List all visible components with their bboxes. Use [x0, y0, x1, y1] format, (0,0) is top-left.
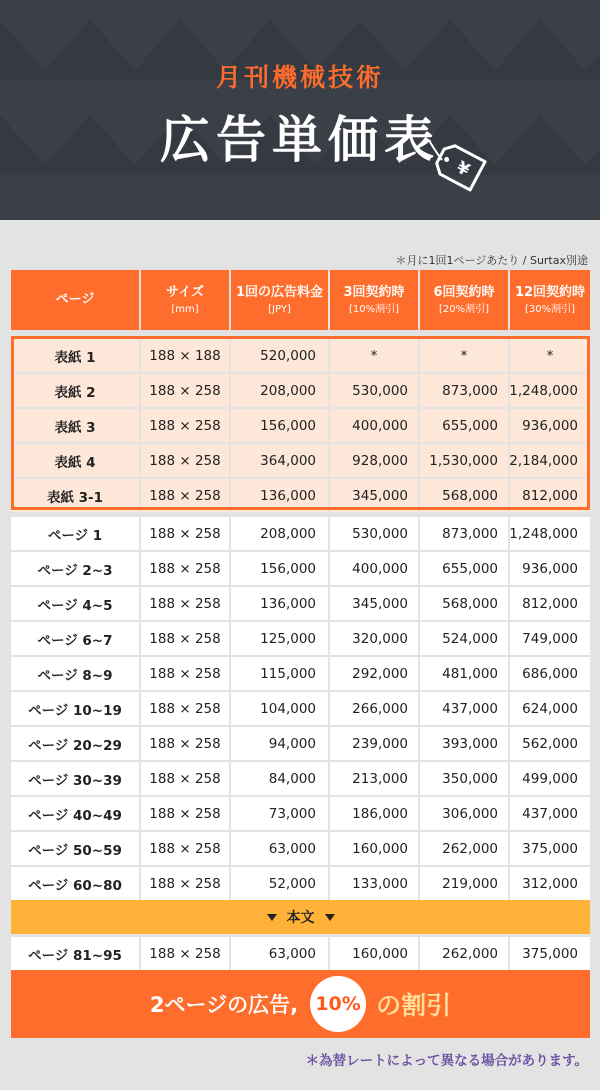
- price-6x-cell: 306,000: [420, 797, 508, 830]
- price-12x-cell: 499,000: [510, 762, 590, 795]
- price-12x-cell: 375,000: [510, 937, 590, 970]
- price-6x-cell: 219,000: [420, 867, 508, 900]
- size-cell: 188 × 258: [141, 374, 229, 407]
- single-price-cell: 208,000: [231, 374, 328, 407]
- price-3x-cell: 345,000: [330, 587, 418, 620]
- price-3x-cell: 530,000: [330, 517, 418, 550]
- page-cell: ページ 60~80: [11, 867, 139, 900]
- table-row: [11, 552, 590, 585]
- page-cell: ページ 20~29: [11, 727, 139, 760]
- col-header-single-price: 1回の広告料金 [JPY]: [231, 270, 328, 330]
- size-cell: 188 × 258: [141, 692, 229, 725]
- table-row: [11, 692, 590, 725]
- price-3x-cell: 320,000: [330, 622, 418, 655]
- triangle-down-icon: [325, 914, 335, 921]
- price-3x-cell: 530,000: [330, 374, 418, 407]
- magazine-name: 月刊機械技術: [215, 63, 384, 92]
- page-cell: ページ 81~95: [11, 937, 139, 970]
- page-cell: 表紙 3: [11, 409, 139, 442]
- page-cell: 表紙 4: [11, 444, 139, 477]
- size-cell: 188 × 258: [141, 867, 229, 900]
- price-12x-cell: 1,248,000: [510, 517, 590, 550]
- price-6x-cell: 655,000: [420, 409, 508, 442]
- size-cell: 188 × 258: [141, 409, 229, 442]
- price-12x-cell: 936,000: [510, 409, 590, 442]
- size-cell: 188 × 258: [141, 444, 229, 477]
- honbun-label: 本文: [286, 910, 315, 926]
- price-6x-cell: 568,000: [420, 587, 508, 620]
- yen-price-tag-icon: [428, 138, 490, 194]
- page-cell: 表紙 3-1: [11, 479, 139, 512]
- price-6x-cell: 655,000: [420, 552, 508, 585]
- page-cell: ページ 8~9: [11, 657, 139, 690]
- size-cell: 188 × 258: [141, 727, 229, 760]
- price-6x-cell: 437,000: [420, 692, 508, 725]
- price-12x-cell: *: [510, 339, 590, 372]
- page-cell: ページ 6~7: [11, 622, 139, 655]
- single-price-cell: 136,000: [231, 479, 328, 512]
- single-price-cell: 156,000: [231, 409, 328, 442]
- cover-row: [11, 374, 590, 407]
- cover-row: [11, 339, 590, 372]
- price-3x-cell: 160,000: [330, 832, 418, 865]
- size-cell: 188 × 258: [141, 517, 229, 550]
- size-cell: 188 × 258: [141, 622, 229, 655]
- table-row: [11, 797, 590, 830]
- single-price-cell: 125,000: [231, 622, 328, 655]
- table-row: [11, 622, 590, 655]
- single-price-cell: 63,000: [231, 832, 328, 865]
- header: [0, 0, 600, 220]
- size-cell: 188 × 258: [141, 797, 229, 830]
- price-6x-cell: 262,000: [420, 937, 508, 970]
- single-price-cell: 208,000: [231, 517, 328, 550]
- price-6x-cell: 873,000: [420, 517, 508, 550]
- page-cell: ページ 50~59: [11, 832, 139, 865]
- banner-text-2: の割引: [376, 991, 452, 1020]
- single-price-cell: 115,000: [231, 657, 328, 690]
- discount-badge: 10%: [310, 976, 366, 1032]
- single-price-cell: 52,000: [231, 867, 328, 900]
- page-cell: ページ 1: [11, 517, 139, 550]
- page-cell: 表紙 1: [11, 339, 139, 372]
- price-3x-cell: 213,000: [330, 762, 418, 795]
- pricing-note: ＊月に1回1ページあたり / Surtax別途: [395, 254, 588, 267]
- price-3x-cell: 160,000: [330, 937, 418, 970]
- size-cell: 188 × 258: [141, 479, 229, 512]
- single-price-cell: 84,000: [231, 762, 328, 795]
- cover-row: [11, 479, 590, 512]
- col-header-size: サイズ [mm]: [141, 270, 229, 330]
- price-12x-cell: 624,000: [510, 692, 590, 725]
- size-cell: 188 × 258: [141, 762, 229, 795]
- price-12x-cell: 562,000: [510, 727, 590, 760]
- single-price-cell: 73,000: [231, 797, 328, 830]
- svg-text:¥: ¥: [453, 157, 473, 181]
- page-cell: ページ 30~39: [11, 762, 139, 795]
- single-price-cell: 156,000: [231, 552, 328, 585]
- price-3x-cell: 292,000: [330, 657, 418, 690]
- page-cell: ページ 2~3: [11, 552, 139, 585]
- table-row: [11, 517, 590, 550]
- price-6x-cell: 873,000: [420, 374, 508, 407]
- price-3x-cell: *: [330, 339, 418, 372]
- col-header-3-times: 3回契約時 [10%割引]: [330, 270, 418, 330]
- col-header-12-times: 12回契約時 [30%割引]: [510, 270, 590, 330]
- price-12x-cell: 1,248,000: [510, 374, 590, 407]
- page-cell: ページ 40~49: [11, 797, 139, 830]
- price-12x-cell: 437,000: [510, 797, 590, 830]
- price-12x-cell: 812,000: [510, 587, 590, 620]
- single-price-cell: 136,000: [231, 587, 328, 620]
- table-row: [11, 832, 590, 865]
- triangle-down-icon: [267, 914, 277, 921]
- size-cell: 188 × 258: [141, 587, 229, 620]
- size-cell: 188 × 258: [141, 832, 229, 865]
- price-3x-cell: 345,000: [330, 479, 418, 512]
- cover-row: [11, 444, 590, 477]
- banner-text: 2ページの広告,: [149, 993, 299, 1017]
- discount-banner: [11, 970, 590, 1038]
- col-header-6-times: 6回契約時 [20%割引]: [420, 270, 508, 330]
- price-12x-cell: 936,000: [510, 552, 590, 585]
- price-6x-cell: 1,530,000: [420, 444, 508, 477]
- price-12x-cell: 686,000: [510, 657, 590, 690]
- page-cell: ページ 4~5: [11, 587, 139, 620]
- size-cell: 188 × 258: [141, 657, 229, 690]
- price-3x-cell: 186,000: [330, 797, 418, 830]
- col-header-page: ページ: [11, 270, 139, 330]
- size-cell: 188 × 258: [141, 937, 229, 970]
- page-cell: ページ 10~19: [11, 692, 139, 725]
- price-6x-cell: 568,000: [420, 479, 508, 512]
- price-6x-cell: 481,000: [420, 657, 508, 690]
- table-row: [11, 762, 590, 795]
- size-cell: 188 × 258: [141, 552, 229, 585]
- price-6x-cell: 350,000: [420, 762, 508, 795]
- price-3x-cell: 266,000: [330, 692, 418, 725]
- table-row: [11, 727, 590, 760]
- price-6x-cell: *: [420, 339, 508, 372]
- cover-row: [11, 409, 590, 442]
- price-12x-cell: 2,184,000: [510, 444, 590, 477]
- price-3x-cell: 400,000: [330, 409, 418, 442]
- price-6x-cell: 524,000: [420, 622, 508, 655]
- price-6x-cell: 262,000: [420, 832, 508, 865]
- table-row: [11, 937, 590, 970]
- page-title: 広告単価表: [160, 111, 440, 169]
- page-cell: 表紙 2: [11, 374, 139, 407]
- price-12x-cell: 812,000: [510, 479, 590, 512]
- price-3x-cell: 133,000: [330, 867, 418, 900]
- table-row: [11, 867, 590, 900]
- single-price-cell: 104,000: [231, 692, 328, 725]
- table-row: [11, 657, 590, 690]
- price-12x-cell: 312,000: [510, 867, 590, 900]
- price-12x-cell: 749,000: [510, 622, 590, 655]
- price-12x-cell: 375,000: [510, 832, 590, 865]
- single-price-cell: 63,000: [231, 937, 328, 970]
- price-3x-cell: 239,000: [330, 727, 418, 760]
- size-cell: 188 × 188: [141, 339, 229, 372]
- exchange-rate-note: ＊為替レートによって異なる場合があります。: [305, 1053, 588, 1069]
- price-3x-cell: 928,000: [330, 444, 418, 477]
- price-6x-cell: 393,000: [420, 727, 508, 760]
- honbun-divider: [11, 900, 590, 934]
- table-row: [11, 587, 590, 620]
- single-price-cell: 94,000: [231, 727, 328, 760]
- single-price-cell: 364,000: [231, 444, 328, 477]
- single-price-cell: 520,000: [231, 339, 328, 372]
- price-3x-cell: 400,000: [330, 552, 418, 585]
